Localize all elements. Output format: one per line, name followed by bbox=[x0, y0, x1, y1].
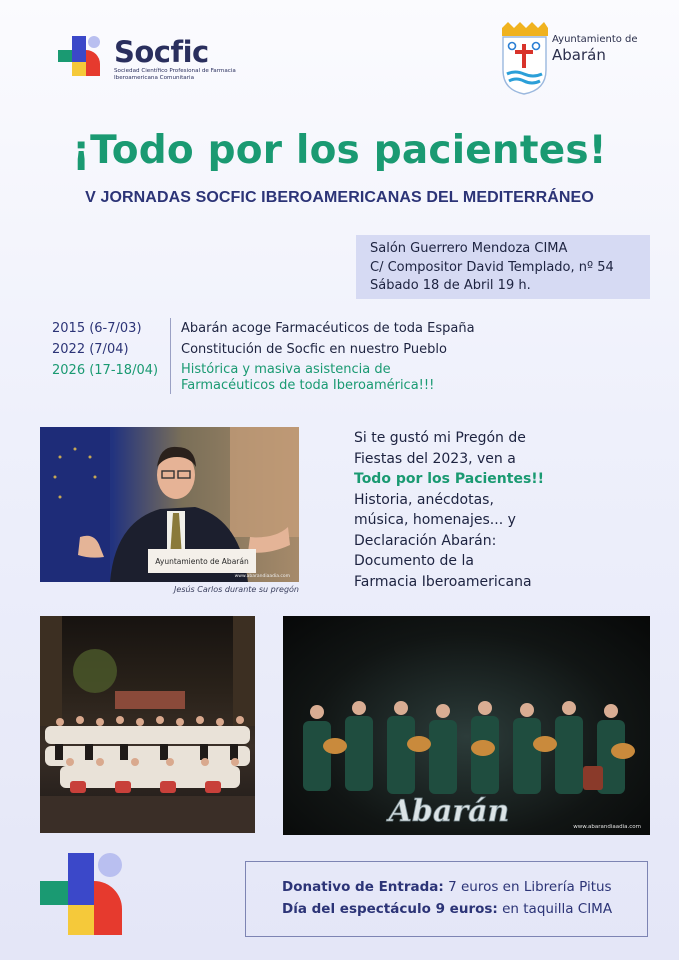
timeline bbox=[52, 318, 475, 394]
venue-line1: Salón Guerrero Mendoza CIMA bbox=[370, 241, 568, 256]
abaran-logo bbox=[498, 22, 638, 96]
pricing-label: Donativo de Entrada: bbox=[282, 879, 444, 895]
pricing-value: 7 euros en Librería Pitus bbox=[443, 879, 612, 895]
abaran-name: Abarán bbox=[552, 46, 606, 64]
socfic-logo bbox=[58, 36, 254, 82]
invite-line: Fiestas del 2023, ven a bbox=[354, 450, 516, 467]
choir-illustration bbox=[40, 616, 255, 833]
speaker-illustration bbox=[40, 427, 299, 582]
timeline-text: Abarán acoge Farmacéuticos de toda España bbox=[170, 318, 475, 339]
timeline-year: 2015 (6-7/03) bbox=[52, 321, 142, 336]
podium-sign: Ayuntamiento de Abarán bbox=[155, 557, 249, 566]
pricing-row bbox=[282, 898, 647, 920]
pricing-label: Día del espectáculo 9 euros: bbox=[282, 901, 498, 917]
timeline-text bbox=[170, 360, 434, 394]
timeline-text-line2: Farmacéuticos de toda Iberoamérica!!! bbox=[181, 378, 435, 393]
socfic-name: Socfic bbox=[114, 35, 209, 69]
page-subtitle: V JORNADAS SOCFIC IBEROAMERICANAS DEL MEDITERRÁNEO bbox=[85, 189, 594, 206]
venue-line2: C/ Compositor David Templado, nº 54 bbox=[370, 259, 614, 275]
invite-line: Documento de la bbox=[354, 553, 474, 569]
band-script: Abarán bbox=[388, 794, 510, 829]
socfic-cross-icon bbox=[58, 36, 104, 78]
venue-box bbox=[356, 235, 650, 299]
socfic-cross-large-icon bbox=[40, 853, 124, 937]
invite-line: Si te gustó mi Pregón de bbox=[354, 430, 526, 446]
pricing-value: en taquilla CIMA bbox=[497, 901, 613, 917]
band-illustration bbox=[283, 616, 650, 835]
invite-highlight: Todo por los Pacientes!! bbox=[354, 471, 545, 487]
timeline-row bbox=[52, 339, 475, 360]
photo-caption: Jesús Carlos durante su pregón bbox=[174, 585, 299, 594]
pricing-row bbox=[282, 876, 647, 898]
timeline-year: 2026 (17-18/04) bbox=[52, 363, 159, 378]
abaran-shield-icon bbox=[498, 22, 550, 96]
page-title: ¡Todo por los pacientes! bbox=[72, 128, 607, 173]
invite-line: Farmacia Iberoamericana bbox=[354, 573, 532, 590]
speaker-photo bbox=[40, 427, 299, 582]
band-photo bbox=[283, 616, 650, 835]
abaran-prefix: Ayuntamiento de bbox=[552, 34, 638, 45]
invite-text bbox=[354, 428, 604, 592]
venue-line3: Sábado 18 de Abril 19 h. bbox=[370, 278, 531, 293]
invite-line: Declaración Abarán: bbox=[354, 532, 497, 549]
timeline-text: Constitución de Socfic en nuestro Pueblo bbox=[170, 339, 447, 360]
timeline-text-line1: Histórica y masiva asistencia de bbox=[181, 362, 391, 377]
choir-photo bbox=[40, 616, 255, 833]
socfic-subtitle: Sociedad Científico Profesional de Farmacia Iberoamericana Comunitaria bbox=[114, 68, 236, 81]
timeline-row bbox=[52, 360, 475, 394]
invite-line: Historia, anécdotas, bbox=[354, 491, 494, 508]
band-watermark: www.abarandiaadia.com bbox=[573, 824, 641, 830]
timeline-row bbox=[52, 318, 475, 339]
timeline-year: 2022 (7/04) bbox=[52, 342, 129, 357]
pricing-box bbox=[245, 861, 648, 937]
invite-line: música, homenajes... y bbox=[354, 512, 516, 528]
speaker-watermark: www.abarandiaadia.com bbox=[234, 574, 290, 579]
